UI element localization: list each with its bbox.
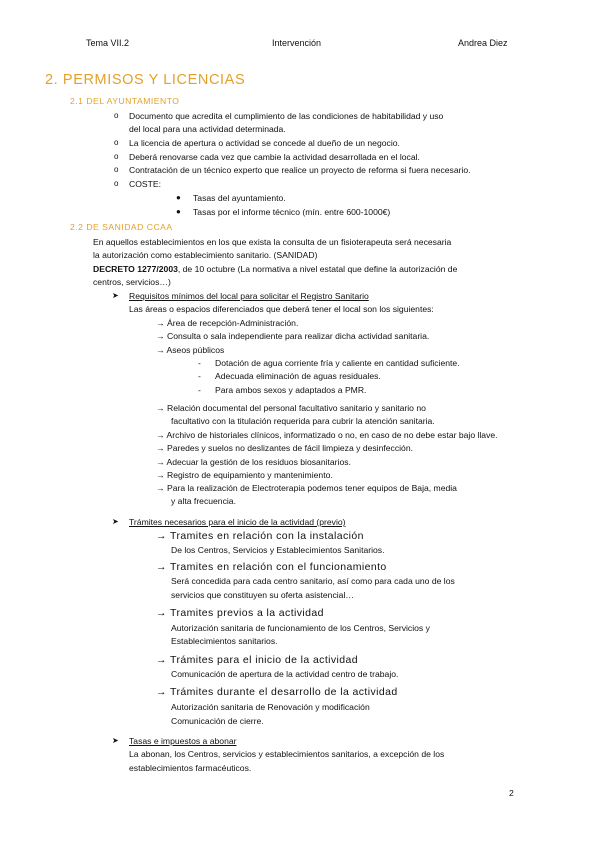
arrow-bullet-icon: ➤ (112, 517, 119, 526)
list-item: Adecuada eliminación de aguas residuales. (215, 371, 381, 381)
list-item: facultativo con la titulación requerida para cubrir la atención sanitaria. (171, 416, 435, 426)
list-item: → Consulta o sala independiente para realizar dicha actividad sanitaria. (156, 331, 430, 341)
arrow-bullet-icon: ➤ (112, 291, 119, 300)
requisitos-heading: Requisitos mínimos del local para solicitar el Registro Sanitario (129, 291, 369, 301)
subsection-title-21: 2.1 DEL AYUNTAMIENTO (70, 96, 180, 106)
tramite-title: → Tramites en relación con la instalación (156, 530, 364, 542)
list-item: → Para la realización de Electroterapia podemos tener equipos de Baja, media (156, 483, 457, 493)
tasas-heading: Tasas e impuestos a abonar (129, 736, 237, 746)
list-item: Deberá renovarse cada vez que cambie la actividad desarrollada en el local. (129, 152, 420, 162)
decreto-name: DECRETO 1277/2003 (93, 264, 178, 274)
paragraph: la autorización como establecimiento sanitario. (SANIDAD) (93, 250, 318, 260)
tramite-text: Autorización sanitaria de funcionamiento de los Centros, Servicios y (171, 623, 430, 633)
paragraph: establecimientos farmacéuticos. (129, 763, 252, 773)
list-item: → Archivo de historiales clínicos, informatizado o no, en caso de no debe estar bajo llave. (156, 430, 498, 440)
tramite-text: Comunicación de apertura de la actividad centro de trabajo. (171, 669, 399, 679)
circle-bullet-icon: o (114, 152, 119, 161)
circle-bullet-icon: o (114, 138, 119, 147)
list-item: → Relación documental del personal facultativo sanitario y sanitario no (156, 403, 426, 413)
list-item: Dotación de agua corriente fría y caliente en cantidad suficiente. (215, 358, 460, 368)
subsection-title-22: 2.2 DE SANIDAD CCAA (70, 222, 173, 232)
circle-bullet-icon: o (114, 179, 119, 188)
dash-bullet-icon: - (198, 358, 201, 368)
paragraph: En aquellos establecimientos en los que exista la consulta de un fisioterapeuta será necesaria (93, 237, 452, 247)
paragraph: La abonan, los Centros, servicios y establecimientos sanitarios, a excepción de los (129, 749, 445, 759)
list-item: → Paredes y suelos no deslizantes de fácil limpieza y desinfección. (156, 443, 413, 453)
list-item: Tasas por el informe técnico (mín. entre 600-1000€) (193, 207, 391, 217)
header-center: Intervención (272, 38, 322, 48)
tramite-title: → Tramites previos a la actividad (156, 607, 324, 619)
dash-bullet-icon: - (198, 385, 201, 395)
tramite-text: De los Centros, Servicios y Establecimientos Sanitarios. (171, 545, 385, 555)
tramites-heading: Trámites necesarios para el inicio de la actividad (previo) (129, 517, 346, 527)
tramite-title: → Trámites para el inicio de la actividad (156, 654, 358, 666)
list-item: → Área de recepción-Administración. (156, 318, 299, 328)
paragraph: Las áreas o espacios diferenciados que deberá tener el local son los siguientes: (129, 304, 434, 314)
list-item: La licencia de apertura o actividad se concede al dueño de un negocio. (129, 138, 400, 148)
page-number: 2 (509, 788, 514, 798)
tramite-text: Comunicación de cierre. (171, 716, 264, 726)
section-title: 2. PERMISOS Y LICENCIAS (45, 72, 246, 88)
arrow-bullet-icon: ➤ (112, 736, 119, 745)
tramite-title: → Trámites durante el desarrollo de la actividad (156, 686, 398, 698)
tramite-text: Autorización sanitaria de Renovación y modificación (171, 702, 370, 712)
dash-bullet-icon: - (198, 371, 201, 381)
list-item: Tasas del ayuntamiento. (193, 193, 286, 203)
list-item: del local para una actividad determinada. (129, 124, 286, 134)
tramite-text: servicios que constituyen su oferta asistencial… (171, 590, 354, 600)
paragraph: centros, servicios…) (93, 277, 171, 287)
circle-bullet-icon: o (114, 111, 119, 120)
tramite-text: Será concedida para cada centro sanitario, así como para cada uno de los (171, 576, 455, 586)
list-item: Para ambos sexos y adaptados a PMR. (215, 385, 367, 395)
header-left: Tema VII.2 (86, 38, 130, 48)
decreto-line (93, 263, 457, 276)
list-item: y alta frecuencia. (171, 496, 236, 506)
circle-bullet-icon: o (114, 165, 119, 174)
dot-bullet-icon: ● (176, 207, 181, 216)
list-item: Documento que acredita el cumplimiento de las condiciones de habitabilidad y uso (129, 111, 444, 121)
header-right: Andrea Diez (458, 38, 508, 48)
tramite-text: Establecimientos sanitarios. (171, 636, 278, 646)
list-item: → Registro de equipamiento y mantenimiento. (156, 470, 333, 480)
list-item: → Adecuar la gestión de los residuos biosanitarios. (156, 457, 351, 467)
decreto-description: , de 10 octubre (La normativa a nivel estatal que define la autorización de (177, 264, 458, 274)
dot-bullet-icon: ● (176, 193, 181, 202)
list-item: → Aseos públicos (156, 345, 225, 355)
tramite-title: → Tramites en relación con el funcionamiento (156, 561, 387, 573)
list-item: COSTE: (129, 179, 161, 189)
list-item: Contratación de un técnico experto que realice un proyecto de reforma si fuera necesario. (129, 165, 471, 175)
